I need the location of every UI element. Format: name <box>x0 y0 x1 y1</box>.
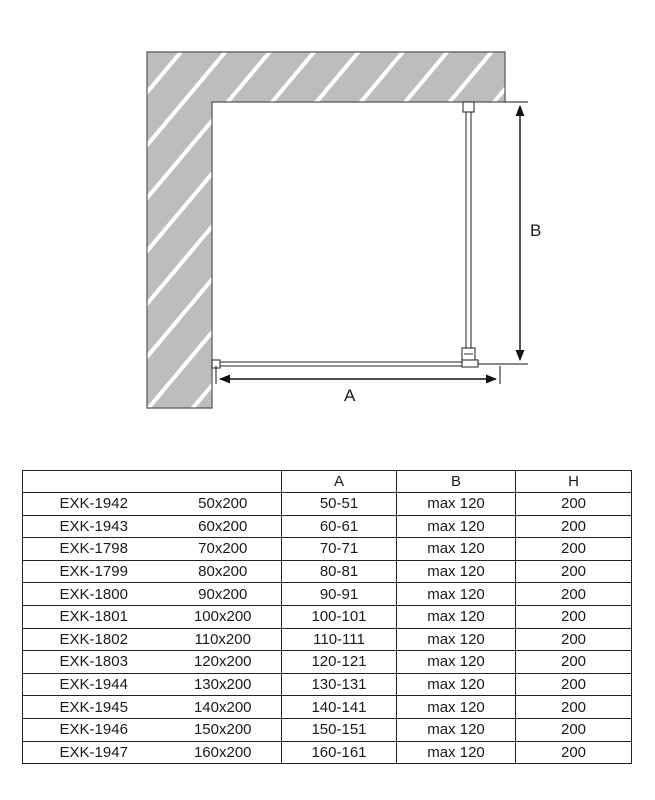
table-row <box>23 538 632 561</box>
size-cell: 130x200 <box>165 673 282 696</box>
table-row <box>23 696 632 719</box>
header-b: B <box>397 471 516 493</box>
dimension-b <box>478 102 541 364</box>
dimension-a-label: A <box>344 386 356 405</box>
width-b-cell: max 120 <box>397 673 516 696</box>
glass-panel-front <box>212 360 478 368</box>
product-code-cell: EXK-1946 <box>23 718 165 741</box>
glass-panel-side <box>462 102 475 362</box>
height-cell: 200 <box>516 673 632 696</box>
product-code-cell: EXK-1944 <box>23 673 165 696</box>
dimensions-table <box>22 470 632 764</box>
table-row <box>23 515 632 538</box>
width-a-cell: 50-51 <box>282 493 397 516</box>
product-code-cell: EXK-1798 <box>23 538 165 561</box>
product-code-cell: EXK-1945 <box>23 696 165 719</box>
height-cell: 200 <box>516 696 632 719</box>
size-cell: 160x200 <box>165 741 282 764</box>
product-code-cell: EXK-1799 <box>23 560 165 583</box>
size-cell: 110x200 <box>165 628 282 651</box>
header-product <box>23 471 282 493</box>
size-cell: 150x200 <box>165 718 282 741</box>
width-a-cell: 140-141 <box>282 696 397 719</box>
height-cell: 200 <box>516 583 632 606</box>
product-code-cell: EXK-1801 <box>23 605 165 628</box>
size-cell: 120x200 <box>165 651 282 674</box>
width-b-cell: max 120 <box>397 583 516 606</box>
width-a-cell: 100-101 <box>282 605 397 628</box>
size-cell: 90x200 <box>165 583 282 606</box>
width-a-cell: 120-121 <box>282 651 397 674</box>
height-cell: 200 <box>516 605 632 628</box>
height-cell: 200 <box>516 515 632 538</box>
width-b-cell: max 120 <box>397 538 516 561</box>
width-b-cell: max 120 <box>397 515 516 538</box>
height-cell: 200 <box>516 493 632 516</box>
width-b-cell: max 120 <box>397 493 516 516</box>
width-b-cell: max 120 <box>397 628 516 651</box>
size-cell: 60x200 <box>165 515 282 538</box>
width-a-cell: 90-91 <box>282 583 397 606</box>
product-code-cell: EXK-1803 <box>23 651 165 674</box>
header-a: A <box>282 471 397 493</box>
size-cell: 80x200 <box>165 560 282 583</box>
dimension-a <box>216 366 500 405</box>
header-h: H <box>516 471 632 493</box>
size-cell: 50x200 <box>165 493 282 516</box>
product-code-cell: EXK-1802 <box>23 628 165 651</box>
width-a-cell: 70-71 <box>282 538 397 561</box>
dimensions-table-body <box>23 471 632 764</box>
size-cell: 70x200 <box>165 538 282 561</box>
width-b-cell: max 120 <box>397 718 516 741</box>
size-cell: 100x200 <box>165 605 282 628</box>
width-a-cell: 150-151 <box>282 718 397 741</box>
height-cell: 200 <box>516 741 632 764</box>
product-code-cell: EXK-1947 <box>23 741 165 764</box>
table-row <box>23 673 632 696</box>
height-cell: 200 <box>516 651 632 674</box>
height-cell: 200 <box>516 628 632 651</box>
table-row <box>23 651 632 674</box>
wall-section <box>147 52 505 408</box>
width-a-cell: 80-81 <box>282 560 397 583</box>
table-header-row <box>23 471 632 493</box>
height-cell: 200 <box>516 560 632 583</box>
width-a-cell: 60-61 <box>282 515 397 538</box>
product-code-cell: EXK-1800 <box>23 583 165 606</box>
width-a-cell: 130-131 <box>282 673 397 696</box>
height-cell: 200 <box>516 718 632 741</box>
width-b-cell: max 120 <box>397 560 516 583</box>
width-b-cell: max 120 <box>397 741 516 764</box>
height-cell: 200 <box>516 538 632 561</box>
dimension-b-label: B <box>530 221 542 240</box>
width-a-cell: 160-161 <box>282 741 397 764</box>
table-row <box>23 583 632 606</box>
table-row <box>23 560 632 583</box>
product-code-cell: EXK-1942 <box>23 493 165 516</box>
width-a-cell: 110-111 <box>282 628 397 651</box>
table-row <box>23 718 632 741</box>
size-cell: 140x200 <box>165 696 282 719</box>
product-code-cell: EXK-1943 <box>23 515 165 538</box>
table-row <box>23 628 632 651</box>
table-row <box>23 605 632 628</box>
width-b-cell: max 120 <box>397 651 516 674</box>
table-row <box>23 493 632 516</box>
width-b-cell: max 120 <box>397 696 516 719</box>
width-b-cell: max 120 <box>397 605 516 628</box>
table-row <box>23 741 632 764</box>
